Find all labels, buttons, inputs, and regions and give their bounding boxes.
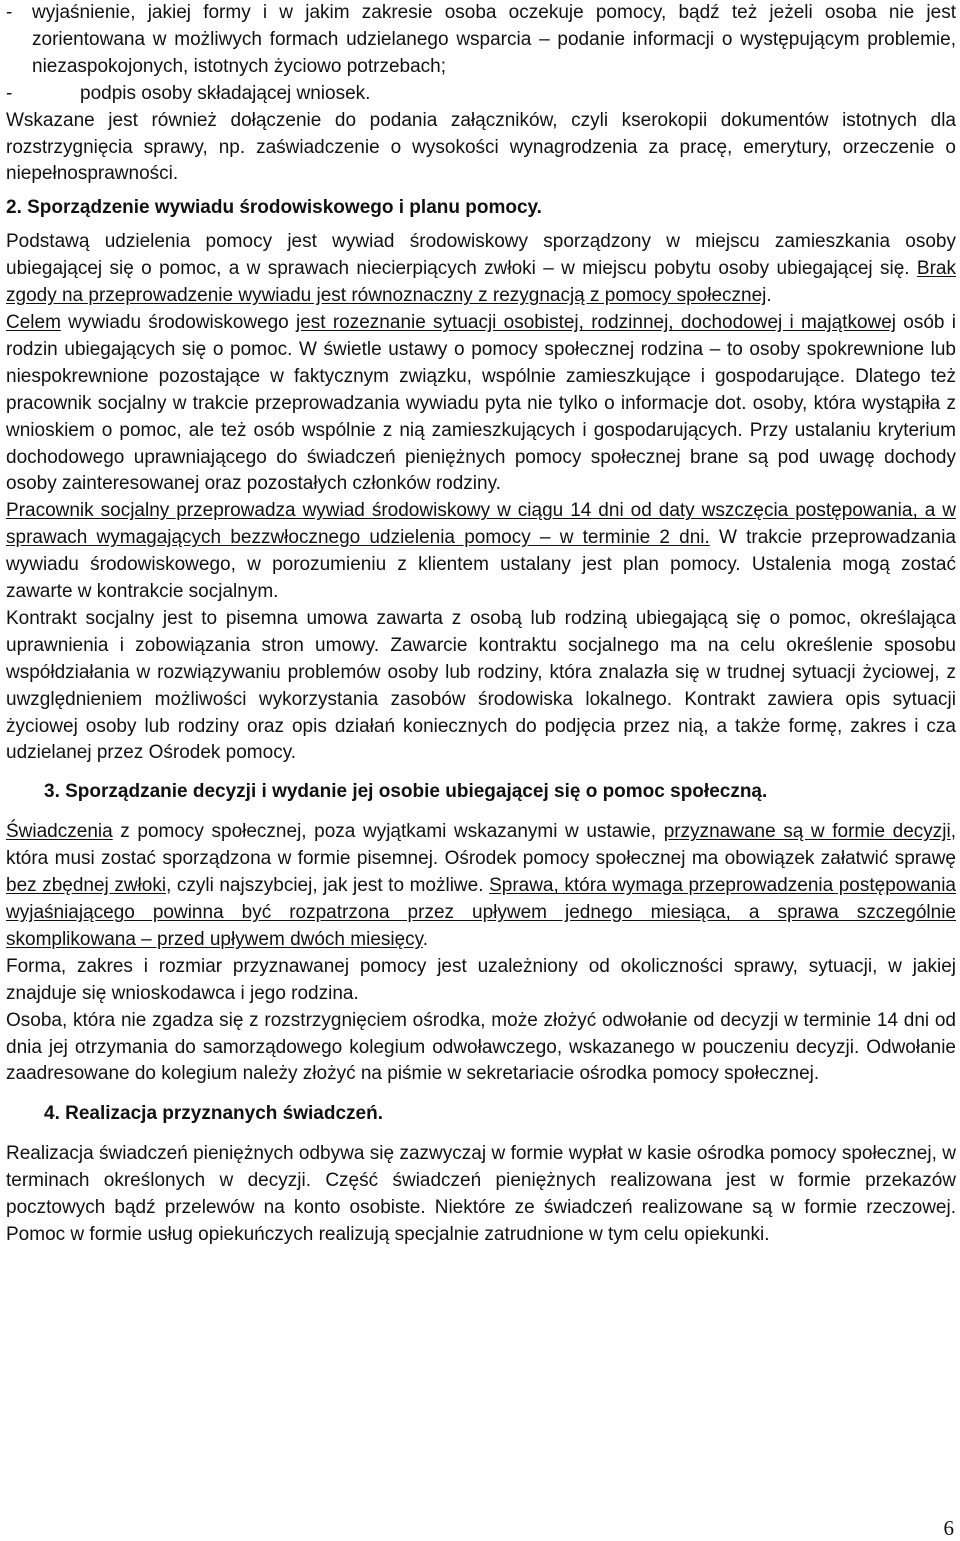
paragraph-aid-form: Forma, zakres i rozmiar przyznawanej pomocy jest uzależniony od okoliczności sprawy, sytuacji, w jakiej znajduje się wnioskodawca i jego rodzina. xyxy=(6,955,956,1004)
paragraph-interview-purpose xyxy=(6,310,956,498)
paragraph-attachments: Wskazane jest również dołączenie do podania załączników, czyli kserokopii dokumentów istotnych dla rozstrzygnięcia sprawy, np. zaświadczenie o wysokości wynagrodzenia za pracę, emerytury, orzeczenie o niepełnosprawności. xyxy=(6,109,956,185)
list-item-text: wyjaśnienie, jakiej formy i w jakim zakresie osoba oczekuje pomocy, bądź też jeżeli osoba nie jest zorientowana w możliwych formach udzielanego wsparcia – podanie informacji o występującym problemie, niezaspokojonych, istotnych życiowo potrzebach; xyxy=(32,2,956,77)
text-run: wywiadu środowiskowego xyxy=(60,311,297,333)
underlined-text: Celem xyxy=(6,311,61,333)
section-heading-4: 4. Realizacja przyznanych świadczeń. xyxy=(44,1103,383,1125)
underlined-text: Brak zgody na przeprowadzenie wywiadu jest równoznaczny z rezygnacją z pomocy społecznej xyxy=(6,258,956,307)
underlined-text: Pracownik socjalny przeprowadza wywiad środowiskowy w ciągu 14 dni od daty wszczęcia postępowania, a w sprawach wymagających bezzwłocznego udzielenia pomocy – w terminie 2 dni. xyxy=(6,500,956,549)
underlined-text: bez zbędnej zwłoki xyxy=(6,875,167,897)
text-run: W trakcie przeprowadzania wywiadu środowiskowego, w porozumieniu z klientem ustalany jest plan pomocy. Ustalenia mogą zostać zawarte w kontrakcie socjalnym. xyxy=(6,527,956,603)
text-run: z pomocy społecznej, poza wyjątkami wskazanymi w ustawie, xyxy=(112,821,664,843)
paragraph-interview-basis xyxy=(6,229,956,310)
text-run: osób i rodzin ubiegających się o pomoc. W świetle ustawy o pomocy społecznej rodzina – to osoby spokrewnione lub niespokrewnione pozostające w faktycznym związku, wspólnie zamieszkujące i gospodarujące. Dlatego też pracownik socjalny w trakcie przeprowadzania wywiadu pyta nie tylko o informacje dot. osoby, która wystąpiła z wnioskiem o pomoc, ale też osób wspólnie z nią zamieszkujących i gospodarujących. Przy ustalaniu kryterium dochodowego uprawniającego do świadczeń pieniężnych pomocy społecznej brane są pod uwagę dochody osoby zainteresowanej oraz pozostałych członków rodziny. xyxy=(6,311,956,495)
document-page xyxy=(6,0,956,1249)
paragraph-realization: Realizacja świadczeń pieniężnych odbywa się zazwyczaj w formie wypłat w kasie ośrodka pomocy społecznej, w terminach określonych w decyzji. Część świadczeń pieniężnych realizowana jest w formie przekazów pocztowych bądź przelewów na konto osobiste. Niektóre ze świadczeń realizowane są w formie rzeczowej. Pomoc w formie usług opiekuńczych realizują specjalnie zatrudnione w tym celu opiekunki. xyxy=(6,1143,956,1245)
list-item-explanation xyxy=(6,0,956,81)
underlined-text: Sprawa, która wymaga przeprowadzenia postępowania wyjaśniającego powinna być rozpatrzona przez upływem jednego miesiąca, a sprawa szczególnie skomplikowana – przed upływem dwóch miesięcy xyxy=(6,875,956,950)
underlined-text: Świadczenia xyxy=(6,821,113,843)
list-dash: - xyxy=(6,82,13,104)
text-run: . xyxy=(766,285,772,307)
paragraph-decision xyxy=(6,819,956,954)
list-item-signature xyxy=(6,81,956,108)
text-run: , która musi zostać sporządzona w formie pisemnej. Ośrodek pomocy społecznej ma obowiązek załatwić sprawę xyxy=(6,821,957,870)
list-dash: - xyxy=(6,2,13,23)
underlined-text: przyznawane są w formie decyzji xyxy=(663,821,951,843)
paragraph-social-contract: Kontrakt socjalny jest to pisemna umowa zawarta z osobą lub rodziną ubiegającą się o pomoc, określająca uprawnienia i zobowiązania stron umowy. Zawarcie kontraktu socjalnego ma na celu określenie sposobu współdziałania w rozwiązywaniu problemów osoby lub rodziny, która znalazła się w trudnej sytuacji życiowej, z uwzględnieniem możliwości wykorzystania zasobów środowiska lokalnego. Kontrakt zawiera opis sytuacji życiowej osoby lub rodziny oraz opis działań koniecznych do podjęcia przez nią, a także formę, zakres i cza udzielanej przez Ośrodek pomocy. xyxy=(6,607,956,764)
paragraph-appeal: Osoba, która nie zgadza się z rozstrzygnięciem ośrodka, może złożyć odwołanie od decyzji w terminie 14 dni od dnia jej otrzymania do samorządowego kolegium odwoławczego, wskazanego w pouczeniu decyzji. Odwołanie zaadresowane do kolegium należy złożyć na piśmie w sekretariacie ośrodka pomocy społecznej. xyxy=(6,1009,956,1085)
page-number: 6 xyxy=(943,1516,954,1540)
text-run: . xyxy=(422,928,429,950)
section-heading-3: 3. Sporządzanie decyzji i wydanie jej osobie ubiegającej się o pomoc społeczną. xyxy=(44,781,768,803)
list-item-text: podpis osoby składającej wniosek. xyxy=(80,82,371,104)
section-heading-2: 2. Sporządzenie wywiadu środowiskowego i planu pomocy. xyxy=(6,197,542,219)
text-run: Podstawą udzielenia pomocy jest wywiad środowiskowy sporządzony w miejscu zamieszkania osoby ubiegającej się o pomoc, a w sprawach niecierpiących zwłoki – w miejscu pobytu osoby ubiegającej się. xyxy=(6,231,956,280)
paragraph-interview-deadline xyxy=(6,498,956,606)
text-run: , czyli najszybciej, jak jest to możliwe. xyxy=(166,875,490,897)
underlined-text: jest rozeznanie sytuacji osobistej, rodzinnej, dochodowej i majątkowej xyxy=(296,311,897,333)
